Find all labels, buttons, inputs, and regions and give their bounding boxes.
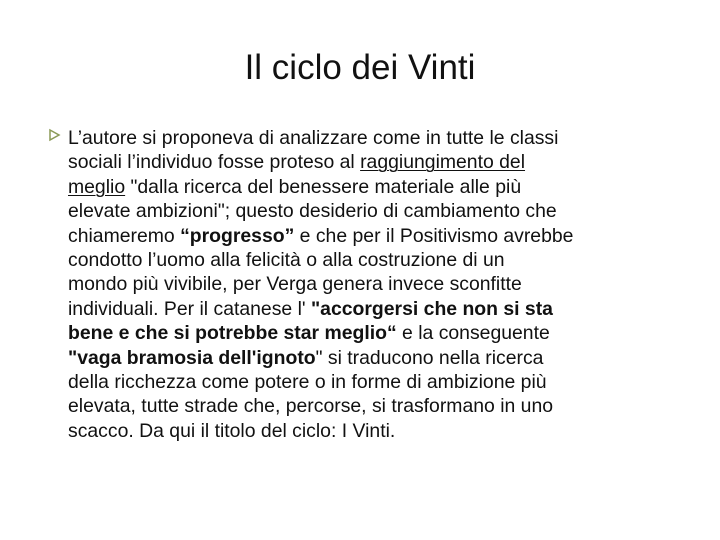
text-run: elevata, tutte strade che, percorse, si trasformano in uno <box>68 395 554 418</box>
text-run: sociali l’individuo fosse proteso al <box>68 151 361 174</box>
text-run: mondo più vivibile, per Verga genera invece sconfitte <box>68 273 522 296</box>
text-run: condotto l’uomo alla felicità o alla costruzione di un <box>68 249 505 272</box>
text-run: chiameremo <box>68 224 181 247</box>
paragraph-line <box>68 150 688 174</box>
paragraph-text <box>68 126 688 443</box>
paragraph-line <box>68 126 688 150</box>
text-run: L’autore si proponeva di analizzare come in tutte le classi <box>68 127 559 149</box>
text-run: della ricchezza come potere o in forme di ambizione più <box>68 371 547 394</box>
paragraph-line <box>68 370 688 394</box>
text-run: e che per il Positivismo avrebbe <box>294 224 574 247</box>
bold-text: "vaga bramosia dell'ignoto <box>68 346 316 369</box>
text-run: e la conseguente <box>396 322 550 345</box>
text-run: " si traducono nella ricerca <box>315 346 544 369</box>
bold-text: "accorgersi che non si sta <box>310 297 553 320</box>
bold-text: “progresso” <box>180 224 295 247</box>
paragraph-line <box>68 248 688 272</box>
text-run: individuali. Per il catanese l' <box>68 297 311 320</box>
paragraph-line <box>68 321 688 345</box>
underlined-text: raggiungimento del <box>360 151 526 174</box>
text-run: elevate ambizioni"; questo desiderio di cambiamento che <box>68 200 557 223</box>
paragraph-line <box>68 419 688 443</box>
slide-title: Il ciclo dei Vinti <box>244 48 476 87</box>
paragraph-line <box>68 199 688 223</box>
paragraph-line <box>68 272 688 296</box>
paragraph-line <box>68 175 688 199</box>
underlined-text: meglio <box>68 175 126 198</box>
bold-text: bene e che si potrebbe star meglio“ <box>68 322 397 345</box>
paragraph-line <box>68 346 688 370</box>
hollow-arrow-bullet-icon <box>48 126 68 150</box>
text-run: scacco. Da qui il titolo del ciclo: I Vinti. <box>68 419 396 442</box>
paragraph-line <box>68 394 688 418</box>
text-run: "dalla ricerca del benessere materiale alle più <box>125 175 522 198</box>
paragraph-line <box>68 297 688 321</box>
slide-body <box>48 126 688 443</box>
bullet-paragraph <box>48 126 688 443</box>
paragraph-line <box>68 224 688 248</box>
